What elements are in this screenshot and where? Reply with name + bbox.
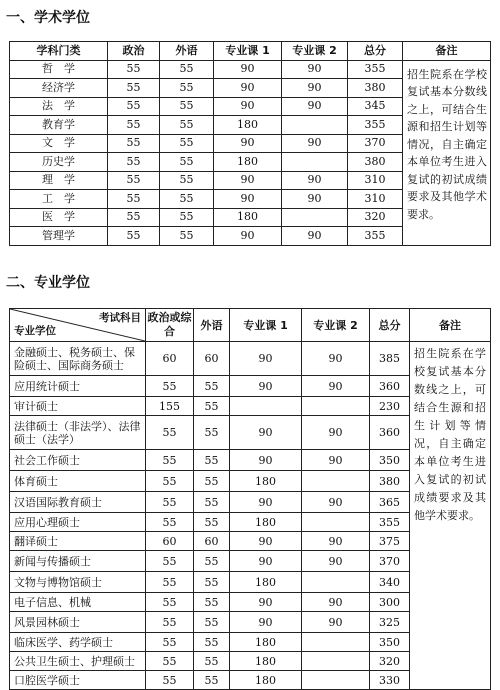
cell-major1: 90 xyxy=(230,532,302,551)
cell-degree: 哲 学 xyxy=(10,60,108,79)
cell-degree: 应用统计硕士 xyxy=(10,376,146,397)
cell-politics: 55 xyxy=(146,551,194,572)
header-discipline: 学科门类 xyxy=(10,42,108,61)
header-note: 备注 xyxy=(410,309,491,342)
header-major1: 专业课 1 xyxy=(214,42,282,61)
cell-politics: 55 xyxy=(146,376,194,397)
cell-total: 300 xyxy=(370,593,410,612)
cell-politics: 55 xyxy=(108,60,160,79)
cell-degree: 法 学 xyxy=(10,97,108,116)
cell-degree: 风景园林硕士 xyxy=(10,612,146,633)
cell-politics: 55 xyxy=(146,593,194,612)
table-header-row xyxy=(10,309,491,342)
cell-major1: 90 xyxy=(214,227,282,246)
header-note: 备注 xyxy=(403,42,491,61)
cell-language: 55 xyxy=(160,134,214,153)
cell-major2 xyxy=(282,153,348,172)
cell-politics: 55 xyxy=(108,190,160,209)
cell-major1: 90 xyxy=(230,416,302,450)
header-diagonal-cell xyxy=(10,309,146,342)
cell-degree: 医 学 xyxy=(10,208,108,227)
cell-major2 xyxy=(302,652,370,671)
cell-politics: 55 xyxy=(108,79,160,98)
cell-degree: 文 学 xyxy=(10,134,108,153)
header-politics: 政治 xyxy=(108,42,160,61)
note-cell: 招生院系在学校复试基本分数线之上，可结合生源和招生计划等情况，自主确定本单位考生进入复试的初试成绩要求及其他学术要求。 xyxy=(410,342,491,690)
cell-politics: 60 xyxy=(146,532,194,551)
cell-language: 55 xyxy=(194,633,230,652)
header-politics-or-comprehensive: 政治或综合 xyxy=(146,309,194,342)
cell-language: 55 xyxy=(160,171,214,190)
cell-major1: 90 xyxy=(230,376,302,397)
cell-major2: 90 xyxy=(302,342,370,376)
cell-major2: 90 xyxy=(282,171,348,190)
cell-politics: 55 xyxy=(146,492,194,513)
cell-major1: 90 xyxy=(230,492,302,513)
cell-major2: 90 xyxy=(282,97,348,116)
cell-major2: 90 xyxy=(282,79,348,98)
header-language: 外语 xyxy=(160,42,214,61)
cell-total: 370 xyxy=(348,134,403,153)
cell-major1: 180 xyxy=(230,572,302,593)
cell-major1: 90 xyxy=(230,593,302,612)
cell-major2 xyxy=(302,671,370,690)
cell-total: 310 xyxy=(348,190,403,209)
cell-major1: 90 xyxy=(230,551,302,572)
cell-politics: 55 xyxy=(108,153,160,172)
cell-politics: 55 xyxy=(108,134,160,153)
cell-degree: 社会工作硕士 xyxy=(10,450,146,471)
section1-title: 一、学术学位 xyxy=(6,10,90,26)
cell-major2 xyxy=(302,633,370,652)
cell-total: 340 xyxy=(370,572,410,593)
cell-politics: 55 xyxy=(108,171,160,190)
cell-politics: 55 xyxy=(146,633,194,652)
cell-total: 320 xyxy=(370,652,410,671)
cell-language: 55 xyxy=(194,652,230,671)
cell-major1: 180 xyxy=(230,471,302,492)
cell-major1: 90 xyxy=(214,97,282,116)
cell-total: 355 xyxy=(348,227,403,246)
cell-major2 xyxy=(282,208,348,227)
cell-politics: 55 xyxy=(146,513,194,532)
cell-language: 55 xyxy=(194,612,230,633)
cell-total: 385 xyxy=(370,342,410,376)
cell-politics: 55 xyxy=(146,572,194,593)
cell-language: 55 xyxy=(160,190,214,209)
cell-degree: 新闻与传播硕士 xyxy=(10,551,146,572)
cell-language: 55 xyxy=(194,593,230,612)
cell-politics: 55 xyxy=(108,208,160,227)
cell-major1: 180 xyxy=(230,652,302,671)
cell-major2 xyxy=(302,471,370,492)
cell-total: 355 xyxy=(348,60,403,79)
cell-major1: 180 xyxy=(214,153,282,172)
cell-total: 380 xyxy=(370,471,410,492)
cell-politics: 55 xyxy=(146,416,194,450)
cell-major1: 90 xyxy=(214,134,282,153)
cell-total: 370 xyxy=(370,551,410,572)
cell-politics: 55 xyxy=(108,227,160,246)
cell-degree: 金融硕士、税务硕士、保险硕士、国际商务硕士 xyxy=(10,342,146,376)
cell-total: 230 xyxy=(370,397,410,416)
cell-major2: 90 xyxy=(282,134,348,153)
cell-politics: 55 xyxy=(108,97,160,116)
note-cell: 招生院系在学校复试基本分数线之上，可结合生源和招生计划等情况，自主确定本单位考生进入复试的初试成绩要求及其他学术要求。 xyxy=(403,60,491,245)
cell-politics: 55 xyxy=(146,671,194,690)
cell-major2: 90 xyxy=(302,492,370,513)
cell-language: 55 xyxy=(194,397,230,416)
cell-major1: 90 xyxy=(214,190,282,209)
cell-degree: 审计硕士 xyxy=(10,397,146,416)
cell-degree: 理 学 xyxy=(10,171,108,190)
cell-degree: 教育学 xyxy=(10,116,108,135)
cell-politics: 155 xyxy=(146,397,194,416)
header-major2: 专业课 2 xyxy=(302,309,370,342)
cell-degree: 历史学 xyxy=(10,153,108,172)
cell-language: 60 xyxy=(194,532,230,551)
cell-major1: 90 xyxy=(214,60,282,79)
cell-degree: 电子信息、机械 xyxy=(10,593,146,612)
cell-major1 xyxy=(230,397,302,416)
cell-language: 55 xyxy=(160,153,214,172)
cell-total: 345 xyxy=(348,97,403,116)
cell-politics: 60 xyxy=(146,342,194,376)
cell-major2: 90 xyxy=(302,416,370,450)
cell-major2: 90 xyxy=(282,60,348,79)
cell-language: 55 xyxy=(194,551,230,572)
cell-degree: 经济学 xyxy=(10,79,108,98)
cell-major2: 90 xyxy=(282,227,348,246)
cell-total: 325 xyxy=(370,612,410,633)
cell-language: 55 xyxy=(160,97,214,116)
cell-total: 360 xyxy=(370,376,410,397)
cell-major1: 180 xyxy=(230,633,302,652)
header-major1: 专业课 1 xyxy=(230,309,302,342)
cell-major1: 90 xyxy=(214,79,282,98)
cell-major2 xyxy=(302,397,370,416)
cell-language: 55 xyxy=(194,572,230,593)
cell-major1: 180 xyxy=(214,208,282,227)
cell-major1: 90 xyxy=(230,612,302,633)
cell-major2: 90 xyxy=(302,376,370,397)
table-header-row xyxy=(10,42,491,61)
cell-major2 xyxy=(302,572,370,593)
cell-major2 xyxy=(282,116,348,135)
header-total: 总分 xyxy=(370,309,410,342)
cell-degree: 汉语国际教育硕士 xyxy=(10,492,146,513)
cell-major2: 90 xyxy=(302,593,370,612)
cell-language: 55 xyxy=(194,671,230,690)
cell-total: 330 xyxy=(370,671,410,690)
cell-politics: 55 xyxy=(146,612,194,633)
cell-total: 355 xyxy=(370,513,410,532)
cell-degree: 临床医学、药学硕士 xyxy=(10,633,146,652)
cell-language: 55 xyxy=(160,208,214,227)
cell-total: 365 xyxy=(370,492,410,513)
header-total: 总分 xyxy=(348,42,403,61)
cell-degree: 文物与博物馆硕士 xyxy=(10,572,146,593)
cell-language: 55 xyxy=(160,116,214,135)
header-language: 外语 xyxy=(194,309,230,342)
cell-major1: 180 xyxy=(214,116,282,135)
cell-degree: 口腔医学硕士 xyxy=(10,671,146,690)
cell-language: 55 xyxy=(160,60,214,79)
cell-degree: 翻译硕士 xyxy=(10,532,146,551)
cell-major1: 90 xyxy=(230,450,302,471)
cell-major2 xyxy=(302,513,370,532)
cell-language: 55 xyxy=(194,450,230,471)
header-degree: 专业学位 xyxy=(14,325,56,337)
cell-total: 350 xyxy=(370,633,410,652)
cell-language: 55 xyxy=(194,513,230,532)
cell-language: 55 xyxy=(194,376,230,397)
cell-degree: 公共卫生硕士、护理硕士 xyxy=(10,652,146,671)
cell-major2: 90 xyxy=(302,450,370,471)
table-row xyxy=(10,60,491,79)
section2-title: 二、专业学位 xyxy=(6,275,90,291)
header-major2: 专业课 2 xyxy=(282,42,348,61)
cell-language: 55 xyxy=(194,471,230,492)
table-row xyxy=(10,342,491,376)
cell-major1: 90 xyxy=(214,171,282,190)
cell-degree: 法律硕士（非法学）、法律硕士（法学） xyxy=(10,416,146,450)
cell-degree: 体育硕士 xyxy=(10,471,146,492)
cell-major2: 90 xyxy=(302,532,370,551)
cell-total: 310 xyxy=(348,171,403,190)
cell-politics: 55 xyxy=(146,450,194,471)
cell-politics: 55 xyxy=(146,652,194,671)
cell-language: 55 xyxy=(160,227,214,246)
cell-degree: 工 学 xyxy=(10,190,108,209)
cell-major2: 90 xyxy=(282,190,348,209)
cell-total: 350 xyxy=(370,450,410,471)
cell-major1: 180 xyxy=(230,513,302,532)
cell-total: 380 xyxy=(348,79,403,98)
cell-major1: 180 xyxy=(230,671,302,690)
cell-politics: 55 xyxy=(146,471,194,492)
cell-major2: 90 xyxy=(302,612,370,633)
cell-language: 55 xyxy=(160,79,214,98)
cell-language: 55 xyxy=(194,492,230,513)
cell-major1: 90 xyxy=(230,342,302,376)
cell-total: 320 xyxy=(348,208,403,227)
cell-total: 375 xyxy=(370,532,410,551)
cell-degree: 管理学 xyxy=(10,227,108,246)
header-exam-subject: 考试科目 xyxy=(99,312,141,324)
cell-total: 380 xyxy=(348,153,403,172)
cell-language: 55 xyxy=(194,416,230,450)
cell-degree: 应用心理硕士 xyxy=(10,513,146,532)
cell-total: 360 xyxy=(370,416,410,450)
cell-language: 60 xyxy=(194,342,230,376)
cell-major2: 90 xyxy=(302,551,370,572)
cell-total: 355 xyxy=(348,116,403,135)
professional-degree-table xyxy=(9,308,491,690)
cell-politics: 55 xyxy=(108,116,160,135)
academic-degree-table xyxy=(9,41,491,246)
